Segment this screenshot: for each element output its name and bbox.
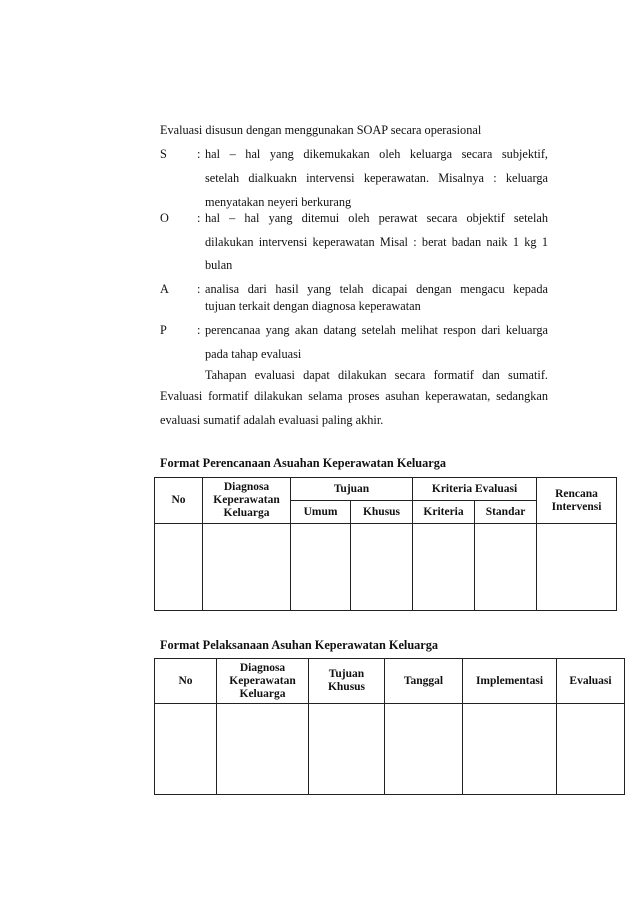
table-cell [291,524,351,611]
planning-table [154,477,617,611]
table-cell [475,524,537,611]
table2-header-evaluasi: Evaluasi [557,659,625,704]
table1-title: Format Perencanaan Asuahan Keperawatan Keluarga [160,456,447,470]
soap-colon: : [197,147,201,161]
table2-header-tujuan-khusus: Tujuan Khusus [309,659,385,704]
table1-empty-row [155,524,617,611]
soap-colon: : [197,282,201,296]
soap-o-line-1: hal – hal yang ditemui oleh perawat secara objektif setelah [205,211,548,225]
table-cell [155,524,203,611]
soap-colon: : [197,211,201,225]
table-cell [217,704,309,795]
table1-header-diagnosa: Diagnosa Keperawatan Keluarga [203,478,291,524]
table-cell [385,704,463,795]
table2-header-implementasi: Implementasi [463,659,557,704]
table1-header-rencana: Rencana Intervensi [537,478,617,524]
table1-header-kriteria-evaluasi: Kriteria Evaluasi [413,478,537,501]
soap-label-p: P [160,323,167,337]
table2-header-diagnosa: Diagnosa Keperawatan Keluarga [217,659,309,704]
closing-line-2: Evaluasi formatif dilakukan selama proses asuhan keperawatan, sedangkan [160,389,548,403]
soap-s-line-1: hal – hal yang dikemukakan oleh keluarga secara subjektif, [205,147,548,161]
table-cell [463,704,557,795]
table-cell [351,524,413,611]
table1-header-kriteria: Kriteria [413,501,475,524]
table-cell [155,704,217,795]
closing-line-1: Tahapan evaluasi dapat dilakukan secara formatif dan sumatif. [205,368,548,382]
table2-header-tanggal: Tanggal [385,659,463,704]
table-cell [309,704,385,795]
table1-header-khusus: Khusus [351,501,413,524]
soap-label-a: A [160,282,169,296]
closing-line-3: evaluasi sumatif adalah evaluasi paling akhir. [160,413,384,427]
soap-label-s: S [160,147,167,161]
soap-p-line-1: perencanaa yang akan datang setelah melihat respon dari keluarga [205,323,548,337]
soap-p-line-2: pada tahap evaluasi [205,347,302,361]
soap-a-line-1: analisa dari hasil yang telah dicapai dengan mengacu kepada [205,282,548,296]
table-cell [537,524,617,611]
table2-empty-row [155,704,625,795]
soap-s-line-2: setelah dialkuakn intervensi keperawatan. Misalnya : keluarga [205,171,548,185]
table-cell [413,524,475,611]
soap-a-line-2: tujuan terkait dengan diagnosa keperawatan [205,299,421,313]
intro-text: Evaluasi disusun dengan menggunakan SOAP secara operasional [160,123,482,137]
soap-o-line-3: bulan [205,258,233,272]
table2-title: Format Pelaksanaan Asuhan Keperawatan Keluarga [160,638,439,652]
soap-o-line-2: dilakukan intervensi keperawatan Misal : berat badan naik 1 kg 1 [205,235,548,249]
soap-colon: : [197,323,201,337]
table1-header-standar: Standar [475,501,537,524]
table1-header-tujuan: Tujuan [291,478,413,501]
table2-header-no: No [155,659,217,704]
implementation-table [154,658,625,795]
table1-header-umum: Umum [291,501,351,524]
table1-header-no: No [155,478,203,524]
soap-label-o: O [160,211,169,225]
table-cell [557,704,625,795]
table-cell [203,524,291,611]
soap-s-line-3: menyatakan neyeri berkurang [205,195,352,209]
